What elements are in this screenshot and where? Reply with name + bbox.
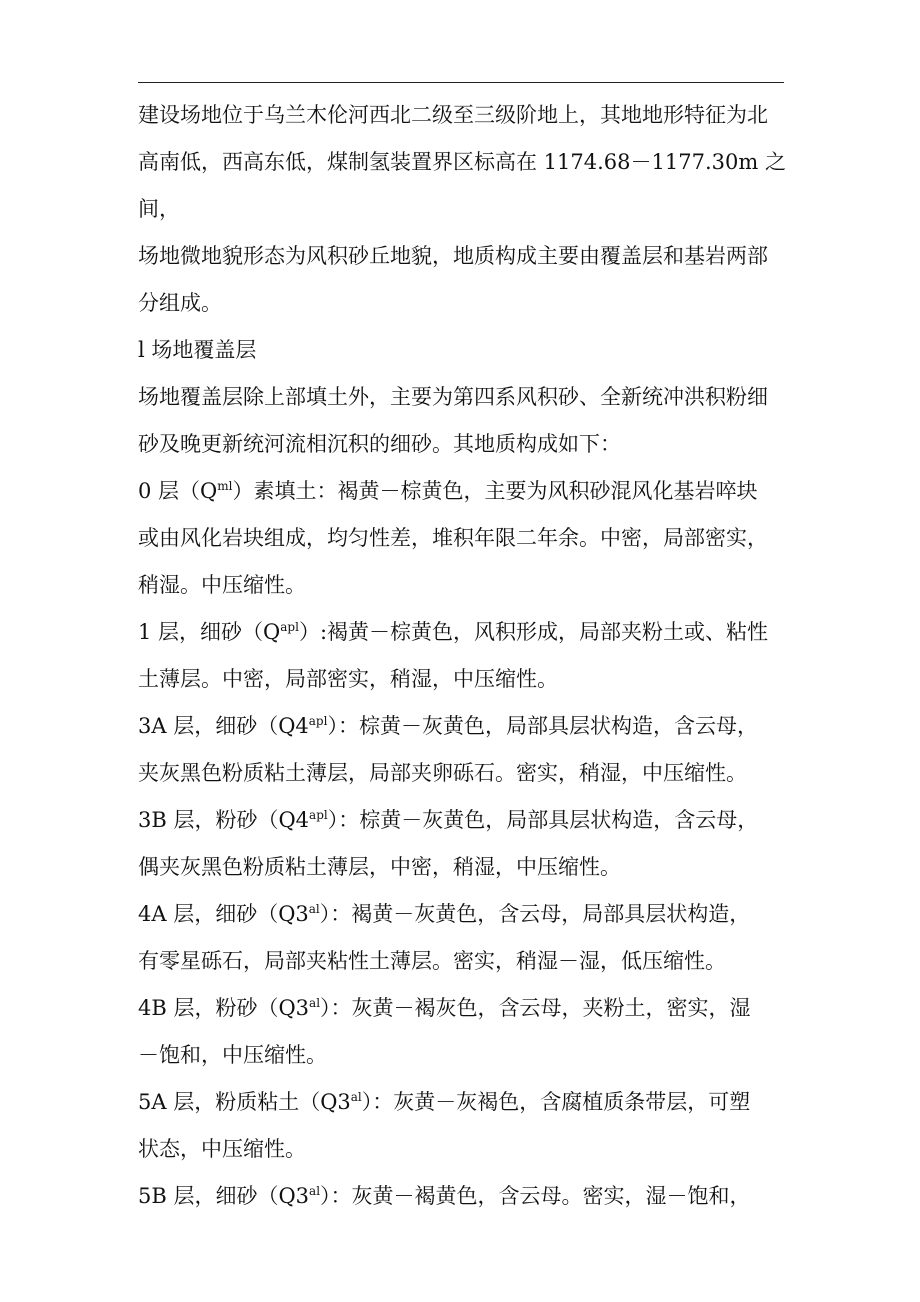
text-line: 稍湿。中压缩性。	[138, 573, 306, 597]
layer-5a-paragraph	[138, 1079, 788, 1173]
layer-description: ）素填土：褐黄－棕黄色，主要为风积砂混风化基岩啐块	[232, 479, 758, 503]
layer-description: ）:褐黄－棕黄色，风积形成，局部夹粉土或、粘性	[298, 620, 769, 644]
intro-paragraph	[138, 92, 788, 327]
geologic-superscript: ml	[217, 479, 233, 493]
text-line: 土薄层。中密，局部密实，稍湿，中压缩性。	[138, 667, 558, 691]
geologic-superscript: apl	[280, 620, 299, 634]
layer-prefix: 5B 层，细砂（Q3	[138, 1184, 310, 1208]
text-line: 偶夹灰黑色粉质粘土薄层，中密，稍湿，中压缩性。	[138, 855, 621, 879]
layer-description: ）：灰黄－灰褐色，含腐植质条带层，可塑	[361, 1090, 751, 1114]
layer-first-line	[138, 985, 788, 1032]
text-line: 或由风化岩块组成，均匀性差，堆积年限二年余。中密，局部密实，	[138, 526, 768, 550]
layer-5b-paragraph	[138, 1173, 788, 1220]
layer-description: ）：棕黄－灰黄色，局部具层状构造，含云母，	[327, 714, 758, 738]
geologic-superscript: al	[309, 1184, 321, 1198]
text-line: 砂及晚更新统河流相沉积的细砂。其地质构成如下：	[138, 432, 621, 456]
geologic-superscript: al	[309, 996, 321, 1010]
layer-first-line	[138, 609, 788, 656]
layer-1-paragraph	[138, 609, 788, 703]
layer-first-line	[138, 891, 788, 938]
layer-prefix: 0 层（Q	[138, 479, 218, 503]
document-body	[138, 92, 788, 1220]
text-line: 有零星砾石，局部夹粘性土薄层。密实，稍湿－湿，低压缩性。	[138, 949, 726, 973]
section-heading: l 场地覆盖层	[138, 338, 257, 362]
layer-first-line	[138, 1173, 788, 1220]
text-line: 场地覆盖层除上部填土外，主要为第四系风积砂、全新统冲洪积粉细	[138, 385, 768, 409]
text-line: 分组成。	[138, 291, 222, 315]
text-line: 场地微地貌形态为风积砂丘地貌，地质构成主要由覆盖层和基岩两部	[138, 244, 768, 268]
layer-first-line	[138, 468, 788, 515]
layer-3a-paragraph	[138, 703, 788, 797]
geologic-superscript: al	[308, 902, 320, 916]
text-line: －饱和，中压缩性。	[138, 1043, 327, 1067]
geologic-superscript: apl	[308, 714, 328, 728]
layer-description: ）：灰黄－褐黄色，含云母。密实，湿－饱和，	[320, 1184, 751, 1208]
overview-paragraph	[138, 374, 788, 468]
text-line: 夹灰黑色粉质粘土薄层，局部夹卵砾石。密实，稍湿，中压缩性。	[138, 761, 747, 785]
layer-0-paragraph	[138, 468, 788, 609]
layer-first-line	[138, 703, 788, 750]
layer-4b-paragraph	[138, 985, 788, 1079]
layer-first-line	[138, 1079, 788, 1126]
layer-first-line	[138, 797, 788, 844]
text-line: 高南低，西高东低，煤制氢装置界区标高在 1174.68－1177.30m 之间，	[138, 150, 786, 221]
layer-prefix: 4A 层，细砂（Q3	[138, 902, 309, 926]
layer-3b-paragraph	[138, 797, 788, 891]
layer-prefix: 3A 层，细砂（Q4	[138, 714, 309, 738]
layer-prefix: 4B 层，粉砂（Q3	[138, 996, 310, 1020]
text-line: 建设场地位于乌兰木伦河西北二级至三级阶地上，其地地形特征为北	[138, 103, 768, 127]
layer-description: ）：灰黄－褐灰色，含云母，夹粉土，密实，湿	[320, 996, 751, 1020]
layer-prefix: 1 层，细砂（Q	[138, 620, 281, 644]
header-rule	[138, 82, 784, 83]
layer-4a-paragraph	[138, 891, 788, 985]
text-line: 状态，中压缩性。	[138, 1137, 306, 1161]
geologic-superscript: apl	[309, 808, 328, 822]
layer-description: ）：棕黄－灰黄色，局部具层状构造，含云母，	[327, 808, 759, 832]
geologic-superscript: al	[350, 1090, 362, 1104]
layer-prefix: 3B 层，粉砂（Q4	[138, 808, 310, 832]
layer-description: ）：褐黄－灰黄色，含云母，局部具层状构造，	[319, 902, 751, 926]
layer-prefix: 5A 层，粉质粘土（Q3	[138, 1090, 351, 1114]
